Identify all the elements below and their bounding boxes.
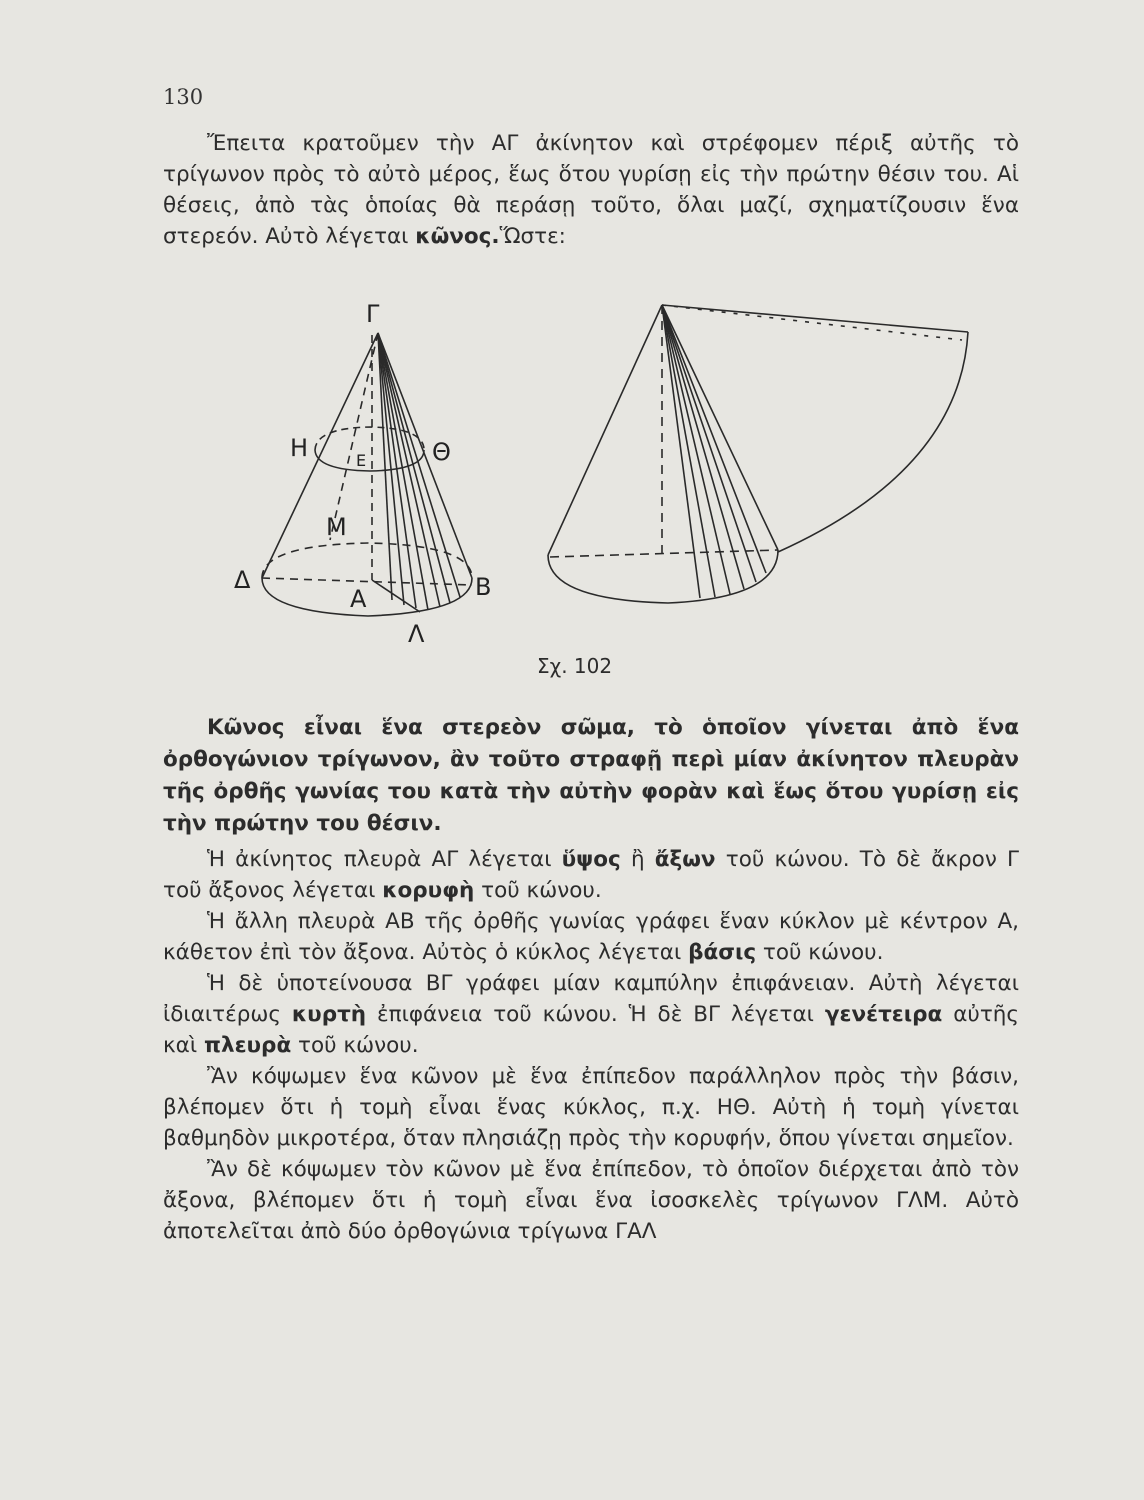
cone-definition: Κῶνος εἶναι ἕνα στερεὸν σῶμα, τὸ ὁποῖον γίνεται ἀπὸ ἕνα ὀρθογώνιον τρίγωνον, ἂν τοῦτο στραφῇ περὶ μίαν ἀκίνητον πλευρὰν τῆς ὀρθῆς γωνίας του κατὰ τὴν αὐτὴν φορὰν καὶ ἕως ὅτου γυρίσῃ εἰς τὴν πρώτην του θέσιν. — [163, 715, 1019, 836]
body-text — [163, 844, 1019, 1247]
paragraph-surface — [163, 968, 1019, 1061]
p2-text-a: Ἡ ἄλλη πλευρὰ ΑΒ τῆς ὀρθῆς γωνίας γράφει ἕναν κύκλον μὲ κέντρον Α, κάθετον ἐπὶ τὸν ἄξονα. Αὐτὸς ὁ κύκλος λέγεται — [163, 909, 1019, 965]
page-number: 130 — [163, 85, 204, 109]
label-gamma: Γ — [366, 300, 380, 328]
figure-caption: Σχ. 102 — [537, 654, 613, 678]
paragraph-axis — [163, 844, 1019, 906]
term-kyrti: κυρτὴ — [291, 1002, 367, 1027]
intro-tail: Ὥστε: — [499, 224, 566, 249]
label-beta: Β — [475, 573, 492, 601]
p1-text-a: Ἡ ἀκίνητος πλευρὰ ΑΓ λέγεται — [207, 847, 562, 872]
p2-text-b: τοῦ κώνου. — [756, 940, 884, 965]
label-alpha: Α — [350, 585, 367, 613]
paragraph-axial-section: Ἂν δὲ κόψωμεν τὸν κῶνον μὲ ἕνα ἐπίπεδον, τὸ ὁποῖον διέρχεται ἀπὸ τὸν ἄξονα, βλέπομεν ὅτι ἡ τομὴ εἶναι ἕνα ἰσοσκελὲς τρίγωνον ΓΛΜ. Αὐτὸ ἀποτελεῖται ἀπὸ δύο ὀρθογώνια τρίγωνα ΓΑΛ — [163, 1157, 1019, 1244]
base-back-arc — [262, 543, 472, 578]
left-cone — [262, 333, 472, 616]
p3-text-d: τοῦ κώνου. — [291, 1033, 419, 1058]
term-ypsos: ὕψος — [561, 847, 621, 872]
base-front-arc — [262, 578, 472, 616]
label-mu: Μ — [326, 513, 347, 541]
term-genetira: γενέτειρα — [824, 1002, 943, 1027]
paragraph-base — [163, 906, 1019, 968]
sweep-arc — [778, 332, 968, 552]
term-axon: ἄξων — [654, 847, 716, 872]
triangle-inner-edge — [662, 305, 962, 340]
right-cone — [548, 305, 968, 603]
p1-text-d: τοῦ κώνου. — [474, 878, 602, 903]
hatch-lines-left — [378, 333, 460, 610]
label-epsilon: Ε — [356, 451, 367, 470]
section-line-m — [330, 333, 378, 540]
term-konos: κῶνος. — [415, 224, 500, 249]
definition-block — [163, 712, 1019, 840]
base-front — [548, 550, 778, 603]
intro-text: Ἔπειτα κρατοῦμεν τὴν ΑΓ ἀκίνητον καὶ στρέφομεν πέριξ αὐτῆς τὸ τρίγωνον πρὸς τὸ αὐτὸ μέρος, ἕως ὅτου γυρίσῃ εἰς τὴν πρώτην θέσιν του. Αἱ θέσεις, ἀπὸ τὰς ὁποίας θὰ περάσῃ τοῦτο, ὅλαι μαζί, σχηματίζουσιν ἕνα στερεόν. Αὐτὸ λέγεται — [163, 131, 1019, 249]
diameter-line — [262, 578, 472, 585]
paragraph-parallel-section: Ἂν κόψωμεν ἕνα κῶνον μὲ ἕνα ἐπίπεδον παράλληλον πρὸς τὴν βάσιν, βλέπομεν ὅτι ἡ τομὴ εἶναι ἕνας κύκλος, π.χ. ΗΘ. Αὐτὴ ἡ τομὴ γίνεται βαθμηδὸν μικροτέρα, ὅταν πλησιάζῃ πρὸς τὴν κορυφήν, ὅπου γίνεται σημεῖον. — [163, 1064, 1019, 1151]
term-plevra: πλευρὰ — [203, 1033, 292, 1058]
term-vasis: βάσις — [688, 940, 757, 965]
label-delta: Δ — [234, 566, 251, 594]
hatch-lines-right — [662, 305, 766, 598]
triangle-top-edge — [662, 305, 968, 332]
left-side — [548, 305, 662, 555]
base-diameter — [550, 550, 778, 557]
p3-text-b: ἐπιφάνεια τοῦ κώνου. Ἡ δὲ ΒΓ λέγεται — [366, 1002, 825, 1027]
p1-text-c: τοῦ κώνου. Τὸ δὲ ἄκρον Γ τοῦ ἄξονος λέγεται — [163, 847, 1020, 903]
label-eta: Η — [290, 434, 309, 462]
p3-text-a: Ἡ δὲ ὑποτείνουσα ΒΓ γράφει μίαν καμπύλην ἐπιφάνειαν. Αὐτὴ λέγεται ἰδιαιτέρως — [163, 971, 1019, 1027]
right-side — [662, 305, 778, 550]
label-lambda: Λ — [408, 620, 425, 648]
p3-text-c: αὐτῆς καὶ — [163, 1002, 1020, 1058]
p1-text-b: ἢ — [620, 847, 655, 872]
label-theta: Θ — [432, 438, 451, 466]
term-koryfi: κορυφὴ — [382, 878, 475, 903]
